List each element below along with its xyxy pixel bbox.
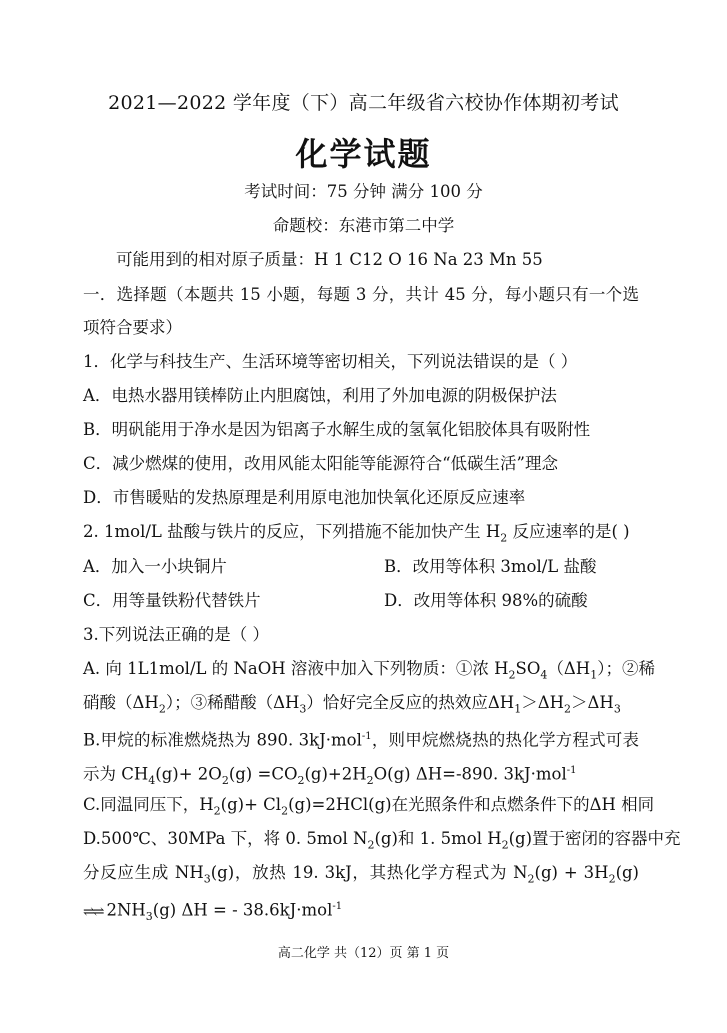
- question-2-stem: 2. 1mol/L 盐酸与铁片的反应，下列措施不能加快产生 $H_2$ 反应速率的是( ): [83, 522, 630, 545]
- question-3-option-c: C.同温同压下，$H_2(g)+ Cl_2(g)=2HCl(g)$在光照条件和点燃条件下的ΔH 相同: [83, 795, 655, 818]
- question-3-stem: 3.下列说法正确的是（ ）: [83, 625, 269, 644]
- exam-title: 2021—2022 学年度（下）高二年级省六校协作体期初考试: [108, 92, 619, 114]
- question-3-option-d: D.500℃、30MPa 下，将 0. 5mol $N_2(g)$和 1. 5mol $H_2(g)$置于密闭的容器中充: [83, 829, 681, 852]
- section-one-heading: 一．选择题（本题共 15 小题，每题 3 分，共计 45 分，每小题只有一个选: [83, 285, 639, 304]
- exam-time: 考试时间：75 分钟 满分 100 分: [244, 182, 483, 201]
- question-3-option-d-cont: 分反应生成 $NH_3(g)$，放热 19. 3kJ，其热化学方程式为 $N_2(g) + 3H_2(g)$: [83, 863, 639, 886]
- question-1-option-a: A．电热水器用镁棒防止内胆腐蚀，利用了外加电源的阴极保护法: [83, 386, 557, 405]
- section-one-heading-cont: 项符合要求）: [83, 318, 182, 337]
- question-3-option-b: B.甲烷的标准燃烧热为 890. 3kJ·mol$^{-1}$，则甲烷燃烧热的热化学方程式可表: [83, 730, 640, 750]
- question-2-option-a: A．加入一小块铜片: [83, 557, 227, 576]
- question-2-option-c: C．用等量铁粉代替铁片: [83, 591, 261, 610]
- question-1-option-b: B．明矾能用于净水是因为铝离子水解生成的氢氧化铝胶体具有吸附性: [83, 420, 591, 439]
- question-1-option-c: C．减少燃煤的使用，改用风能太阳能等能源符合“低碳生活”理念: [83, 454, 558, 473]
- question-3-option-b-cont: 示为 $CH_4(g)+ 2O_2(g) =CO_2(g)+2H_2O(g)$ ΔH=-890. 3kJ·mol$^{-1}$: [83, 764, 577, 787]
- question-2-option-d: D．改用等体积 98%的硫酸: [384, 591, 588, 610]
- setter-school: 命题校：东港市第二中学: [272, 216, 455, 235]
- page-footer: 高二化学 共（12）页 第 1 页: [277, 946, 450, 961]
- question-1-option-d: D．市售暖贴的发热原理是利用原电池加快氧化还原反应速率: [83, 488, 526, 507]
- question-2-option-b: B．改用等体积 3mol/L 盐酸: [384, 557, 597, 576]
- atomic-masses: 可能用到的相对原子质量：H 1 C12 O 16 Na 23 Mn 55: [116, 250, 543, 269]
- question-1-stem: 1．化学与科技生产、生活环境等密切相关，下列说法错误的是（ ）: [83, 352, 578, 371]
- question-3-option-a: A. 向 1L1mol/L 的 NaOH 溶液中加入下列物质：①浓 $H_2SO_4(\Delta H_1)$；②稀: [83, 659, 655, 682]
- equilibrium-arrow-icon: ⇌⇌: [83, 903, 103, 920]
- subject-title: 化学试题: [295, 135, 432, 173]
- question-3-option-d-equation: ⇌⇌ $2NH_3(g) \Delta H$ = - 38.6kJ·mol$^{-1}$: [83, 900, 343, 923]
- question-3-option-a-cont: 硝酸$(\Delta H_2)$；③稀醋酸$(\Delta H_3)$恰好完全反应的热效应$\Delta H_1>\Delta H_2>\Delta H_3$: [83, 693, 621, 716]
